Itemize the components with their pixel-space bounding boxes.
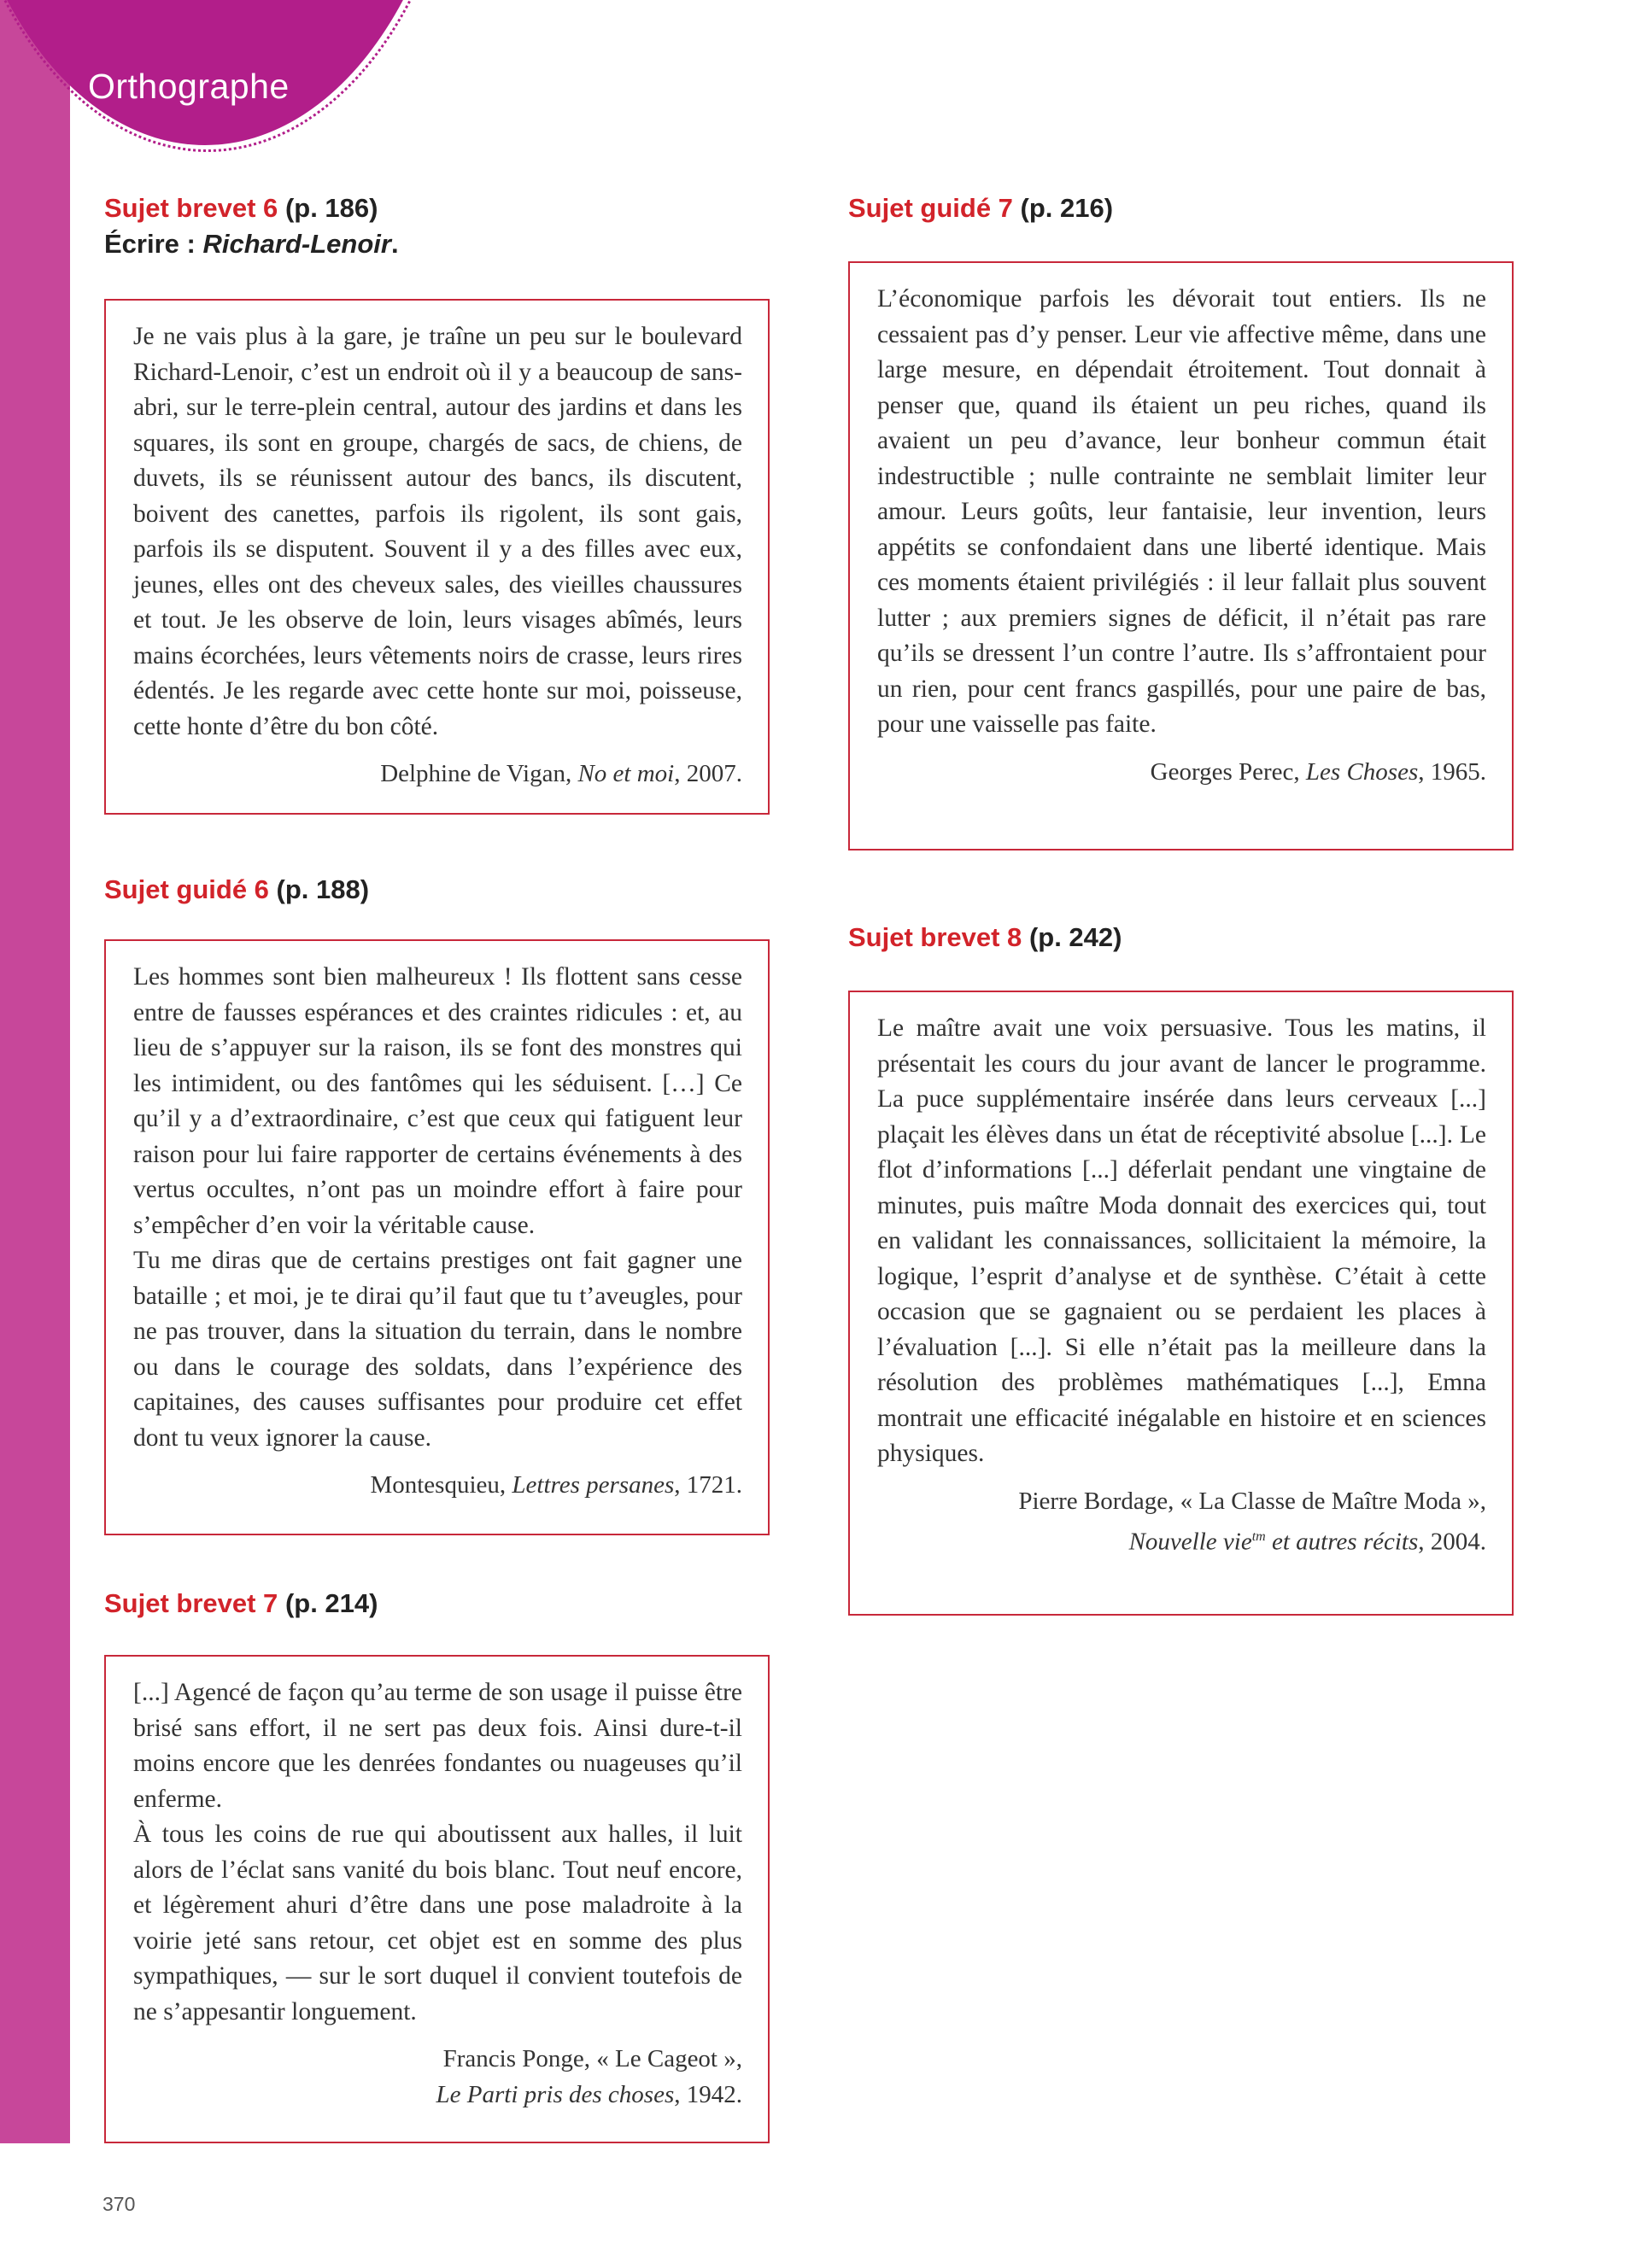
text-box-brevet-8 (848, 991, 1514, 1616)
source-work: No et moi (577, 760, 675, 787)
excerpt-paragraph: Les hommes sont bien malheureux ! Ils flottent sans cesse entre de fausses espérances et des craintes ridicules : et, au lieu de s’appuyer sur la raison, ils se font des monstres qui les intimident, ou des fantômes qui les séduisent. […] Ce qu’il y a d’extraordinaire, c’est que ceux qui fatiguent leur raison pour lui faire rapporter de certains événements à des vertus occultes, n’ont pas un moindre effort à faire pour s’empêcher d’en voir la véritable cause. (133, 963, 742, 1239)
heading-title: Sujet guidé 6 (104, 874, 269, 904)
heading-page-ref: (p. 214) (284, 1588, 378, 1618)
excerpt-paragraph: L’économique parfois les dévorait tout entiers. Ils ne cessaient pas d’y penser. Leur vie affective même, dans une large mesure, en dépendait étroitement. Tout donnait à penser que, quand ils étaient un peu riches, quand ils avaient un peu d’avance, leur bonheur commun était indestructible ; nulle contrainte ne semblait limiter leur amour. Leurs goûts, leur fantaisie, leur invention, leurs appétits se confondaient dans une liberté identique. Mais ces moments étaient privilégiés : il leur fallait plus souvent lutter ; aux premiers signes de déficit, il n’était pas rare qu’ils se dressent l’un contre l’autre. Ils s’affrontaient pour un rien, pour cent francs gaspillés, pour une paire de bas, pour une vaisselle pas faite. (877, 285, 1486, 738)
heading-brevet-7 (104, 1587, 378, 1621)
source-citation (133, 757, 742, 792)
source-superscript: tm (1251, 1529, 1266, 1544)
instruction-prefix: Écrire : (104, 229, 196, 259)
text-box-guide-7 (848, 261, 1514, 850)
instruction-end: . (390, 229, 399, 259)
source-work: Lettres persanes (512, 1471, 675, 1499)
source-line: Francis Ponge, « Le Cageot », (442, 2045, 742, 2072)
text-box-guide-6 (104, 939, 770, 1535)
excerpt-paragraph: Le maître avait une voix persuasive. Tous les matins, il présentait les cours du jour avant de lancer le programme. La puce supplémentaire insérée dans leurs cerveaux [...] plaçait les élèves dans un état de réceptivité absolue [...]. Le flot d’informations [...] déferlait pendant une vingtaine de minutes, puis maître Moda donnait des exercices qui, tout en validant les connaissances, sollicitaient la mémoire, la logique, l’esprit d’analyse et de synthèse. C’était à cette occasion que se gagnaient ou se perdaient les places à l’évaluation [...]. Si elle n’était pas la meilleure dans la résolution des problèmes mathématiques [...], Emna montrait une efficacité inégalable en histoire et en sciences physiques. (877, 1014, 1486, 1467)
excerpt-paragraph: [...] Agencé de façon qu’au terme de son usage il puisse être brisé sans effort, il ne sert pas deux fois. Ainsi dure-t-il moins encore que les denrées fondantes ou nuageuses qu’il enferme. (133, 1679, 742, 1813)
source-work: Le Parti pris des choses (436, 2080, 675, 2108)
source-citation (133, 2042, 742, 2113)
heading-page-ref: (p. 188) (276, 874, 370, 904)
source-year: , 1721. (674, 1471, 742, 1499)
section-label: Orthographe (88, 67, 290, 106)
source-work: Nouvelle vie (1128, 1528, 1252, 1556)
source-year: , 1965. (1418, 757, 1486, 786)
heading-brevet-6 (104, 191, 378, 225)
excerpt-paragraph: Tu me diras que de certains prestiges ont fait gagner une bataille ; et moi, je te dirai qu’il faut que tu t’aveugles, pour ne pas trouver, dans la situation du terrain, dans le nombre ou dans le courage des soldats, dans l’expérience des capitaines, des causes suffisantes pour produire cet effet dont tu veux ignorer la cause. (133, 1247, 742, 1452)
excerpt-paragraph: Je ne vais plus à la gare, je traîne un peu sur le boulevard Richard-Lenoir, c’est un endroit où il y a beaucoup de sans-abri, sur le terre-plein central, autour des jardins et dans les squares, ils sont en groupe, chargés de sacs, de chiens, de duvets, ils se réunissent autour des bancs, ils discutent, boivent des canettes, parfois ils rigolent, ils sont gais, parfois ils se disputent. Souvent il y a des filles avec eux, jeunes, elles ont des cheveux sales, des vieilles chaussures et tout. Je les observe de loin, leurs visages abîmés, leurs mains écorchées, leurs vêtements noirs de crasse, leurs rires édentés. Je les regarde avec cette honte sur moi, poisseuse, cette honte d’être du bon côté. (133, 323, 742, 740)
source-year: , 1942. (674, 2080, 742, 2108)
source-work-continued: et autres récits (1265, 1528, 1419, 1556)
heading-brevet-8 (848, 921, 1122, 955)
excerpt-paragraph: À tous les coins de rue qui aboutissent aux halles, il luit alors de l’éclat sans vanité du bois blanc. Tout neuf encore, et légèrement ahuri d’être dans une pose maladroite à la voirie jeté sans retour, cet objet est en somme des plus sympathiques, — sur le sort duquel il convient toutefois de ne s’appesantir longuement. (133, 1821, 742, 2025)
heading-title: Sujet guidé 7 (848, 193, 1013, 223)
heading-page-ref: (p. 186) (284, 193, 378, 223)
source-work: Les Choses (1305, 757, 1419, 786)
side-color-strip (0, 0, 70, 2143)
text-box-brevet-7 (104, 1655, 770, 2143)
source-year: , 2004. (1418, 1528, 1486, 1556)
source-citation (133, 1468, 742, 1504)
heading-page-ref: (p. 216) (1020, 193, 1114, 223)
heading-page-ref: (p. 242) (1028, 922, 1122, 952)
heading-guide-7 (848, 191, 1113, 225)
source-line: Pierre Bordage, « La Classe de Maître Moda », (1018, 1487, 1486, 1515)
heading-title: Sujet brevet 6 (104, 193, 278, 223)
heading-title: Sujet brevet 7 (104, 1588, 278, 1618)
source-citation (877, 755, 1486, 791)
source-year: , 2007. (674, 760, 742, 787)
instruction-word: Richard-Lenoir (202, 229, 391, 259)
source-author: Montesquieu, (370, 1471, 507, 1499)
source-author: Delphine de Vigan, (380, 760, 572, 787)
source-citation (877, 1484, 1486, 1561)
text-box-brevet-6 (104, 299, 770, 815)
heading-guide-6 (104, 873, 369, 907)
heading-title: Sujet brevet 8 (848, 922, 1022, 952)
instruction-line (104, 227, 399, 261)
page-number: 370 (102, 2193, 136, 2215)
source-author: Georges Perec, (1150, 757, 1300, 786)
